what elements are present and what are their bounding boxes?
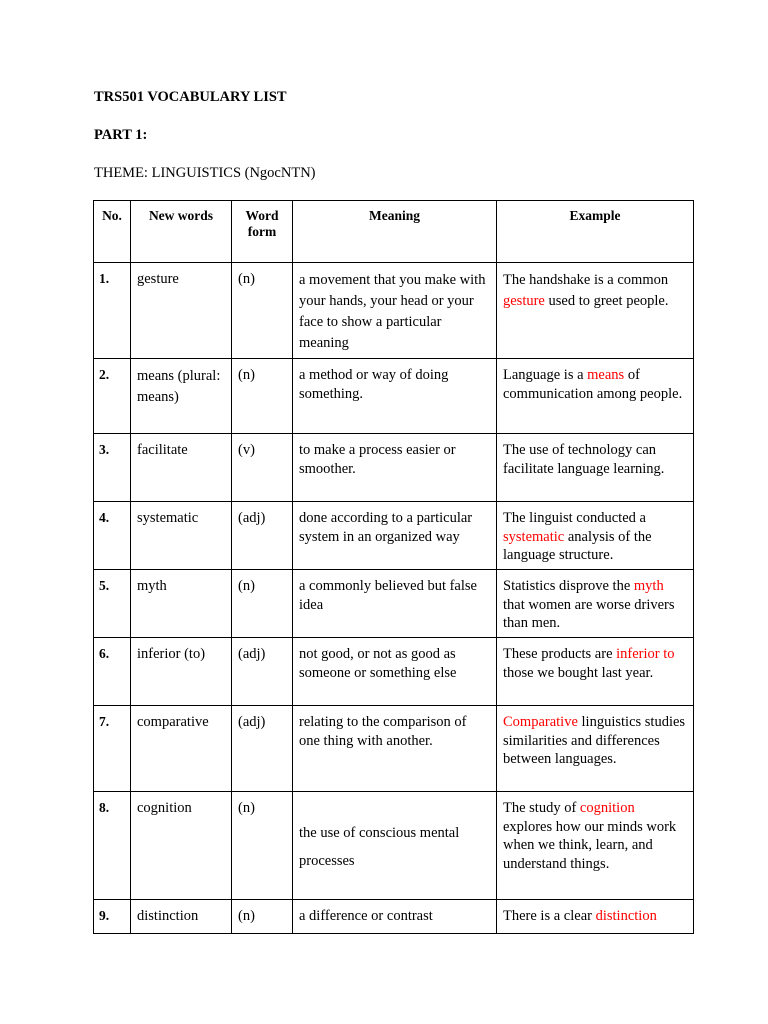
example-text: The use of technology can facilitate language learning. [503, 442, 665, 477]
new-word: means (plural: means) [131, 359, 232, 434]
example [497, 638, 694, 706]
meaning: a difference or contrast [293, 900, 497, 934]
table-row [94, 434, 694, 502]
new-word: distinction [131, 900, 232, 934]
example [497, 570, 694, 638]
header-word-form: Word form [232, 201, 293, 263]
word-form: (n) [232, 263, 293, 359]
example [497, 706, 694, 792]
example [497, 263, 694, 359]
example-text: used to greet people. [544, 293, 669, 309]
word-form: (n) [232, 570, 293, 638]
table-row [94, 638, 694, 706]
example [497, 502, 694, 570]
header-new-words: New words [131, 201, 232, 263]
example-highlight: systematic [503, 528, 565, 545]
row-number: 2. [94, 359, 131, 434]
example-highlight: cognition [579, 800, 635, 816]
word-form: (n) [232, 359, 293, 434]
table-header-row [94, 201, 694, 263]
row-number: 6. [94, 638, 131, 706]
word-form: (n) [232, 900, 293, 934]
new-word: cognition [131, 792, 232, 900]
example-text: Statistics disprove the [503, 578, 634, 594]
example [497, 359, 694, 434]
meaning: not good, or not as good as someone or something else [293, 638, 497, 706]
example-highlight: gesture [503, 293, 545, 309]
row-number: 4. [94, 502, 131, 570]
example-text: those we bought last year. [503, 664, 654, 681]
example-text: The linguist conducted a [503, 510, 646, 526]
table-row [94, 359, 694, 434]
word-form: (n) [232, 792, 293, 900]
example-text: Language is a [503, 367, 588, 383]
table-row [94, 502, 694, 570]
table-row [94, 792, 694, 900]
example-highlight: Comparative [503, 714, 578, 730]
example-highlight: myth [633, 578, 664, 594]
example-text: explores how our minds work when we think, learn, and understand things. [503, 818, 677, 872]
example-text: The study of [503, 800, 580, 816]
new-word: comparative [131, 706, 232, 792]
vocabulary-table [93, 200, 694, 934]
meaning: the use of conscious mental processes [293, 792, 497, 900]
meaning: relating to the comparison of one thing with another. [293, 706, 497, 792]
example-text: There is a clear [503, 908, 596, 924]
example-highlight: inferior to [616, 646, 675, 662]
new-word: myth [131, 570, 232, 638]
example [497, 434, 694, 502]
new-word: inferior (to) [131, 638, 232, 706]
meaning: a commonly believed but false idea [293, 570, 497, 638]
new-word: systematic [131, 502, 232, 570]
word-form: (adj) [232, 638, 293, 706]
table-row [94, 900, 694, 934]
example [497, 900, 694, 934]
new-word: gesture [131, 263, 232, 359]
example-text: that women are worse drivers than men. [503, 596, 675, 631]
row-number: 7. [94, 706, 131, 792]
word-form: (adj) [232, 502, 293, 570]
meaning: a movement that you make with your hands, your head or your face to show a particular meaning [293, 263, 497, 359]
example-text: of communication among people. [503, 367, 683, 402]
table-row [94, 706, 694, 792]
example-text: These products are [503, 646, 617, 662]
row-number: 3. [94, 434, 131, 502]
header-meaning: Meaning [293, 201, 497, 263]
row-number: 5. [94, 570, 131, 638]
meaning: done according to a particular system in an organized way [293, 502, 497, 570]
theme-line: THEME: LINGUISTICS (NgocNTN) [94, 165, 316, 181]
row-number: 9. [94, 900, 131, 934]
header-no: No. [94, 201, 131, 263]
document-title: TRS501 VOCABULARY LIST [94, 89, 287, 105]
meaning: to make a process easier or smoother. [293, 434, 497, 502]
word-form: (v) [232, 434, 293, 502]
table-row [94, 263, 694, 359]
example-text: linguistics studies similarities and differences between languages. [503, 714, 686, 767]
example-text: analysis of the language structure. [503, 528, 652, 563]
meaning: a method or way of doing something. [293, 359, 497, 434]
row-number: 1. [94, 263, 131, 359]
word-form: (adj) [232, 706, 293, 792]
row-number: 8. [94, 792, 131, 900]
example [497, 792, 694, 900]
example-highlight: means [587, 367, 625, 383]
example-text: The handshake is a common [503, 272, 669, 288]
part-label: PART 1: [94, 127, 148, 143]
table-row [94, 570, 694, 638]
new-word: facilitate [131, 434, 232, 502]
header-example: Example [497, 201, 694, 263]
example-highlight: distinction [595, 908, 657, 924]
